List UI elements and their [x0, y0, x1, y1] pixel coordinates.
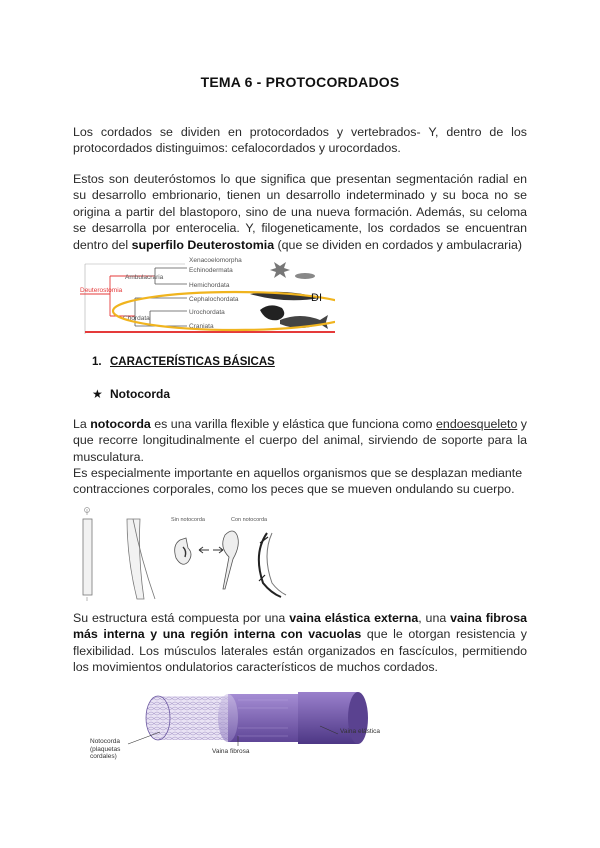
fig3-label-vaina-fibrosa: Vaina fibrosa — [212, 748, 250, 755]
section-number: 1. — [92, 356, 102, 368]
p3-text-d: y que recorre longitudinalmente el cuerpo del animal, sirviendo de soporte para la musculatura. — [73, 417, 527, 464]
p3-text-c: es una varilla flexible y elástica que funciona como — [150, 417, 437, 431]
tree-label-urochordata: Urochordata — [189, 309, 225, 316]
tree-label-echinodermata: Echinodermata — [189, 267, 233, 274]
paragraph-contracciones: Es especialmente importante en aquellos organismos que se desplazan mediante contracciones corporales, como los peces que se mueven ondulando su cuerpo. — [73, 466, 523, 497]
tree-label-deuterostomia: Deuterostomia — [80, 287, 123, 294]
paragraph-intro: Los cordados se dividen en protocordados y vertebrados- Y, dentro de los protocordados distinguimos: cefalocordados y urocordados. — [73, 125, 527, 156]
silhouette-hemichordate — [295, 273, 315, 279]
tree-label-hemichordata: Hemichordata — [189, 282, 230, 289]
tree-corner-text: DI — [311, 292, 322, 304]
paragraph-notocorda — [73, 416, 527, 465]
tree-label-xenacoelomorpha: Xenacoelomorpha — [189, 257, 242, 264]
phylogeny-figure — [75, 256, 335, 334]
p5-text-c: , una — [418, 611, 451, 625]
tree-label-ambulacraria: Ambulacraria — [125, 274, 164, 281]
notochord-bending-figure — [75, 505, 315, 603]
star-icon: ★ — [92, 387, 103, 401]
paragraph-deuterostomes-text: Estos son deuteróstomos lo que significa que presentan segmentación radial en su desarrollo embrionario, tienen un desarrollo indeterminado y su boca no se origina a partir del blastoporo, sino de una nueva formación. Además, su celoma se desarrolla por enterocelia. Y, filogeneticamente, los cordados se encuentran dentro del — [73, 172, 527, 252]
fibrous-sheath — [228, 694, 298, 742]
label-sin-notocorda: Sin notocorda — [171, 517, 205, 523]
vaina-elastica-bold: vaina elástica externa — [289, 611, 419, 625]
tree-label-chordata: Chordata — [123, 315, 150, 322]
straight-rod — [83, 519, 92, 595]
subsection-heading — [92, 387, 170, 401]
section-heading-1 — [92, 356, 275, 368]
page-title: TEMA 6 - PROTOCORDADOS — [200, 74, 400, 90]
endoesqueleto-underline: endoesqueleto — [436, 417, 518, 431]
tree-label-craniata: Craniata — [189, 323, 214, 330]
subsection-title: Notocorda — [110, 387, 170, 401]
p5-text-d: que le otorgan resistencia y flexibilidad. Los músculos laterales están organizados en fascículos, permitiendo los movimientos ondulatorios característicos de muchos cordados. — [73, 627, 527, 675]
paragraph-deuterostomes-tail: (que se dividen en cordados y ambulacraria) — [274, 237, 523, 252]
fig3-label-vaina-elastica: Vaina elástica — [340, 728, 380, 735]
section-title: CARACTERÍSTICAS BÁSICAS — [110, 356, 275, 368]
superfilo-bold: superfilo Deuterostomia — [131, 237, 275, 252]
fig3-label-notocorda: Notocorda (plaquetas cordales) — [90, 738, 121, 760]
vaina-fibrosa-bold: vaina fibrosa más interna y una región interna con vacuolas — [73, 611, 528, 642]
p3-text-a: La — [73, 417, 91, 431]
paragraph-deuterostomes — [73, 171, 527, 253]
paragraph-estructura — [73, 610, 527, 676]
p5-text-a: Su estructura está compuesta por una — [73, 611, 290, 625]
label-con-notocorda: Con notocorda — [231, 517, 268, 523]
notocorda-bold: notocorda — [90, 417, 151, 431]
tree-label-cephalochordata: Cephalochordata — [189, 296, 239, 303]
